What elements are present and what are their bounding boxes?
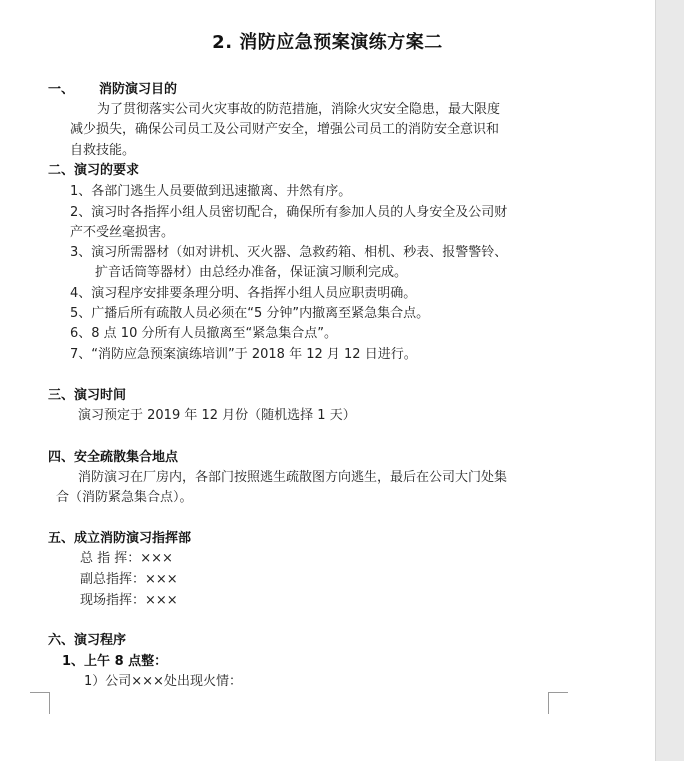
section-5-heading: 五、成立消防演习指挥部 — [48, 531, 192, 546]
section-6-heading: 六、演习程序 — [48, 633, 127, 648]
deputy-commander-line: 副总指挥：××× — [80, 572, 178, 587]
list-item-continuation: 扩音话筒等器材）由总经办准备，保证演习顺利完成。 — [95, 265, 408, 280]
paragraph-line: 合（消防紧急集合点）。 — [56, 490, 193, 505]
field-commander-line: 现场指挥：××× — [80, 593, 178, 608]
section-4-heading: 四、安全疏散集合地点 — [48, 450, 179, 465]
section-2-heading: 二、演习的要求 — [48, 163, 140, 178]
window-side-gutter — [655, 0, 684, 761]
paragraph-line: 消防演习在厂房内，各部门按照逃生疏散图方向逃生，最后在公司大门处集 — [78, 470, 508, 485]
page-corner-mark-right — [548, 692, 568, 714]
list-item: 1）公司×××处出现火情： — [84, 674, 242, 689]
paragraph-line: 减少损失，确保公司员工及公司财产安全，增强公司员工的消防安全意识和 — [70, 122, 500, 137]
list-item: 6、8 点 10 分所有人员撤离至“紧急集合点”。 — [70, 326, 337, 341]
document-title: 2. 消防应急预案演练方案二 — [212, 32, 443, 53]
paragraph-line: 演习预定于 2019 年 12 月份（随机选择 1 天） — [78, 408, 356, 423]
list-item: 1、各部门逃生人员要做到迅速撤离、井然有序。 — [70, 184, 352, 199]
list-item-continuation: 产不受丝毫损害。 — [70, 225, 175, 240]
list-item: 4、演习程序安排要条理分明、各指挥小组人员应职责明确。 — [70, 286, 417, 301]
subsection-heading: 1、上午 8 点整： — [62, 654, 168, 669]
list-item: 3、演习所需器材（如对讲机、灭火器、急救药箱、相机、秒表、报警警铃、 — [70, 245, 508, 260]
list-item: 2、演习时各指挥小组人员密切配合，确保所有参加人员的人身安全及公司财 — [70, 205, 508, 220]
list-item: 7、“消防应急预案演练培训”于 2018 年 12 月 12 日进行。 — [70, 347, 417, 362]
section-1-heading: 消防演习目的 — [99, 82, 178, 97]
section-3-heading: 三、演习时间 — [48, 388, 127, 403]
paragraph-line: 自救技能。 — [70, 143, 136, 158]
list-item: 5、广播后所有疏散人员必须在“5 分钟”内撤离至紧急集合点。 — [70, 306, 430, 321]
page-corner-mark-left — [30, 692, 50, 714]
section-1-number: 一、 — [48, 82, 75, 97]
commander-line: 总 指 挥：××× — [80, 551, 173, 566]
paragraph-line: 为了贯彻落实公司火灾事故的防范措施，消除火灾安全隐患，最大限度 — [97, 102, 501, 117]
